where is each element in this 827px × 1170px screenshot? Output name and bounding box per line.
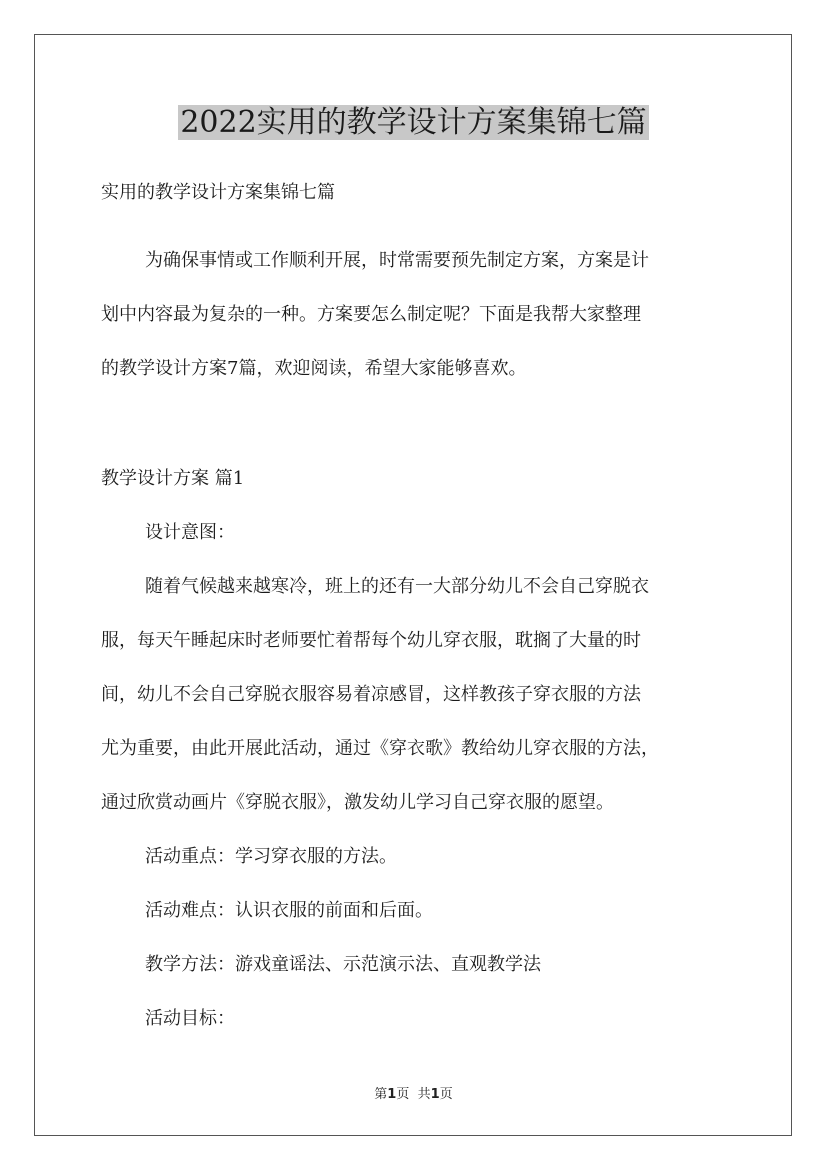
spacer [101,208,731,234]
design-intent-line-5: 通过欣赏动画片《穿脱衣服》，激发幼儿学习自己穿衣服的愿望。 [101,792,614,813]
design-intent-line-4: 尤为重要，由此开展此活动，通过《穿衣歌》教给幼儿穿衣服的方法， [101,738,659,759]
total-suffix: 页 [439,1087,453,1102]
teaching-method: 教学方法：游戏童谣法、示范演示法、直观教学法 [145,954,541,975]
design-intent-line-1: 随着气候越来越寒冷，班上的还有一大部分幼儿不会自己穿脱衣 [145,576,649,597]
intro-line-1: 为确保事情或工作顺利开展，时常需要预先制定方案，方案是计 [145,250,649,271]
intro-line-2: 划中内容最为复杂的一种。方案要怎么制定呢？下面是我帮大家整理 [101,304,641,325]
intro-paragraph [101,234,731,396]
total-prefix: 共 [417,1087,431,1102]
difficult-point: 活动难点：认识衣服的前面和后面。 [145,900,433,921]
document-title [0,103,827,143]
objectives-label: 活动目标： [145,1008,235,1029]
section-heading: 教学设计方案 篇1 [101,468,245,489]
design-intent-line-3: 间，幼儿不会自己穿脱衣服容易着凉感冒，这样教孩子穿衣服的方法 [101,684,641,705]
design-intent-label: 设计意图： [145,522,235,543]
design-intent-line-2: 服，每天午睡起床时老师要忙着帮每个幼儿穿衣服，耽搁了大量的时 [101,630,641,651]
section-1 [101,452,731,1046]
page-suffix: 页 [396,1087,410,1102]
page-total: 1 [430,1087,440,1102]
spacer [101,396,731,452]
intro-line-3: 的教学设计方案7篇，欢迎阅读，希望大家能够喜欢。 [101,358,527,379]
page-prefix: 第 [374,1087,388,1102]
key-point: 活动重点：学习穿衣服的方法。 [145,846,397,867]
document-body [101,178,731,1046]
document-subtitle: 实用的教学设计方案集锦七篇 [101,182,335,203]
page-current: 1 [387,1087,397,1102]
document-title-text: 2022实用的教学设计方案集锦七篇 [180,105,647,140]
page-footer [0,1083,827,1102]
